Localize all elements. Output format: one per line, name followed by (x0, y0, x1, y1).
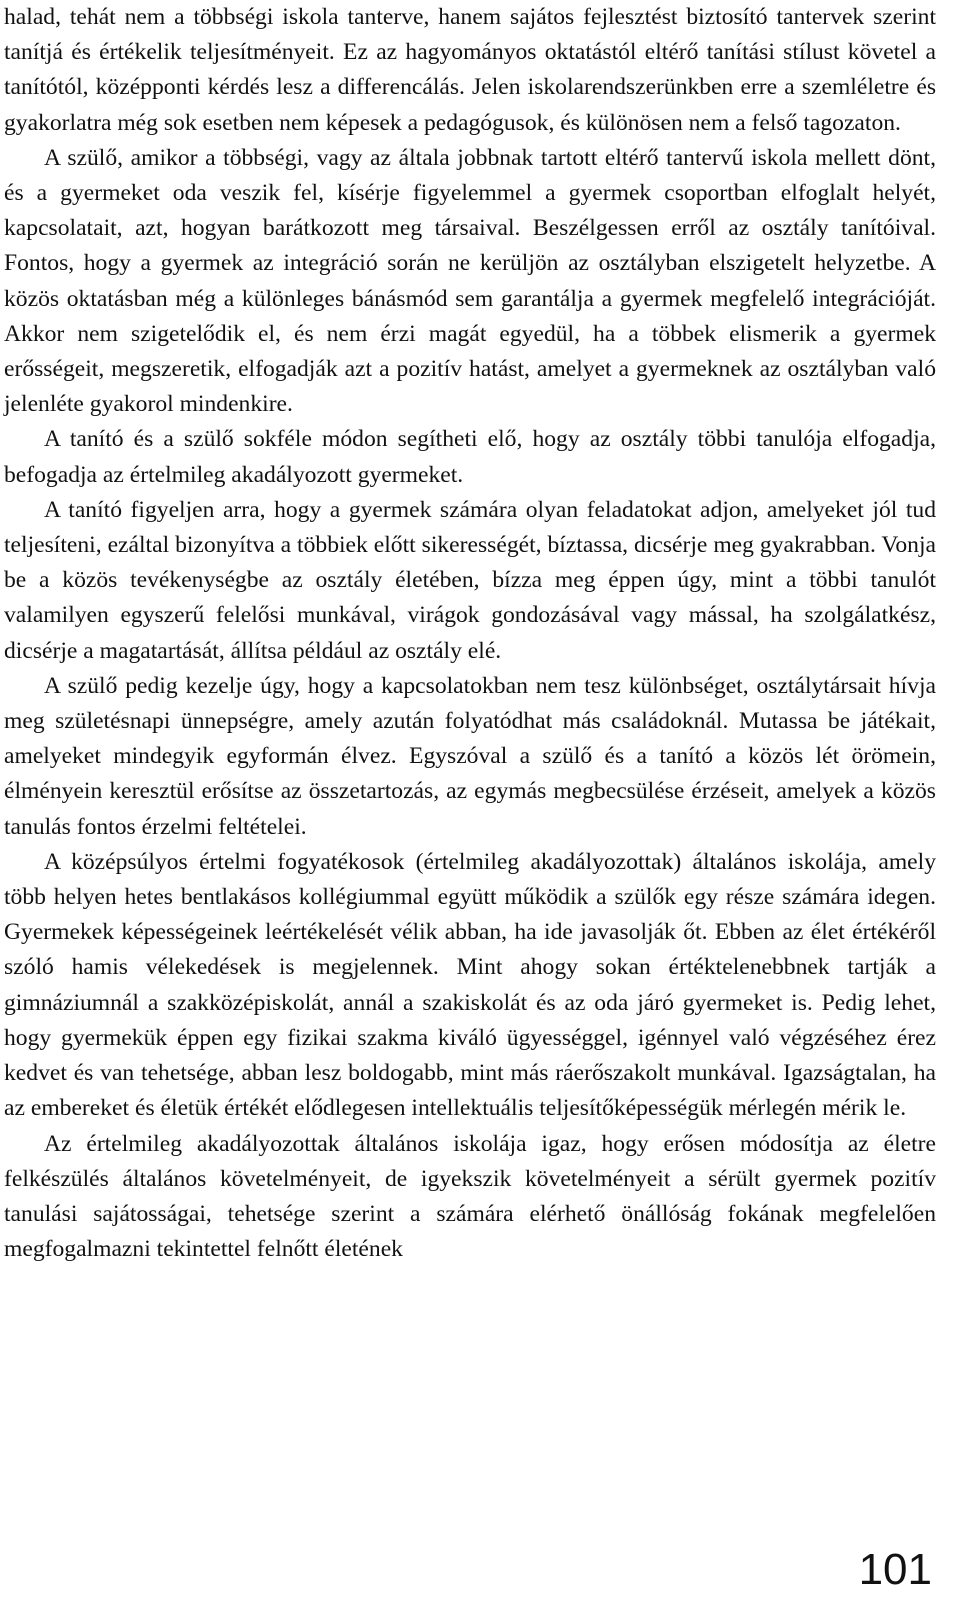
paragraph-4: A tanító figyeljen arra, hogy a gyermek számára olyan feladatokat adjon, amelyeket jól tud teljesíteni, ezáltal bizonyítva a többiek előtt sikerességét, bíztassa, dicsérje meg gyakrabban. Vonja be a közös tevékenységbe az osztály életében, bízza meg éppen úgy, mint a többi tanulót valamilyen egyszerű felelősi munkával, virágok gondozásával vagy mással, ha szolgálatkész, dicsérje a magatartását, állítsa például az osztály elé. (4, 496, 936, 664)
paragraph-1: halad, tehát nem a többségi iskola tanterve, hanem sajátos fejlesztést biztosító tantervek szerint tanítjá és értékelik teljesítményeit. Ez az hagyományos oktatástól eltérő tanítási stílust követel a tanítótól, középponti kérdés lesz a differencálás. Jelen iskolarendszerünkben erre a szemléletre és gyakorlatra még sok esetben nem képesek a pedagógusok, és különösen nem a felső tagozaton. (4, 4, 936, 136)
paragraph-5: A szülő pedig kezelje úgy, hogy a kapcsolatokban nem tesz különbséget, osztálytársait hívja meg születésnapi ünnepségre, amely azután folyatódhat más családoknál. Mutassa be játékait, amelyeket mindegyik egyformán élvez. Egyszóval a szülő és a tanító a közös lét örömein, élményein keresztül erősítse az összetartozás, az egymás megbecsülése érzéseit, amelyek a közös tanulás fontos érzelmi feltételei. (4, 672, 936, 840)
paragraph-3: A tanító és a szülő sokféle módon segítheti elő, hogy az osztály többi tanulója elfogadja, befogadja az értelmileg akadályozott gyermeket. (4, 426, 936, 488)
page-number: 101 (858, 1545, 932, 1594)
paragraph-6: A középsúlyos értelmi fogyatékosok (értelmileg akadályozottak) általános iskolája, amely több helyen hetes bentlakásos kollégiummal együtt működik a szülők egy része számára idegen. Gyermekek képességeinek leértékelését vélik abban, ha ide javasolják őt. Ebben az élet értékéről szóló hamis vélekedések is megjelennek. Mint ahogy sokan értéktelenebbnek tartják a gimnáziumnál a szakközépiskolát, annál a szakiskolát és az oda járó gyermeket is. Pedig lehet, hogy gyermekük éppen egy fizikai szakma kiváló ügyességgel, igénnyel való végzéséhez érez kedvet és van tehetsége, abban lesz boldogabb, mint más ráerőszakolt munkával. Igazságtalan, ha az embereket és életük értékét elődlegesen intellektuális teljesítőképességük mérlegén mérik le. (4, 848, 936, 1122)
paragraph-2: A szülő, amikor a többségi, vagy az általa jobbnak tartott eltérő tantervű iskola mellett dönt, és a gyermeket oda veszik fel, kísérje figyelemmel a gyermek csoportban elfoglalt helyét, kapcsolatait, azt, hogyan barátkozott meg társaival. Beszélgessen erről az osztály tanítóival. Fontos, hogy a gyermek az integráció során ne kerüljön az osztályban elszigetelt helyzetbe. A közös oktatásban még a különleges bánásmód sem garantálja a gyermek megfelelő integrációját. Akkor nem szigetelődik el, és nem érzi magát egyedül, ha a többek elismerik a gyermek erősségeit, megszeretik, elfogadják azt a pozitív hatást, amelyet a gyermeknek az osztályban való jelenléte gyakorol mindenkire. (4, 144, 936, 418)
document-page (4, 0, 936, 1267)
paragraph-7: Az értelmileg akadályozottak általános iskolája igaz, hogy erősen módosítja az életre felkészülés általános követelményeit, de igyekszik követelményeit a sérült gyermek pozitív tanulási sajátosságai, tehetsége szerint a számára elérhető önállóság fokának megfelelően megfogalmazni tekintettel felnőtt életének (4, 1130, 936, 1263)
